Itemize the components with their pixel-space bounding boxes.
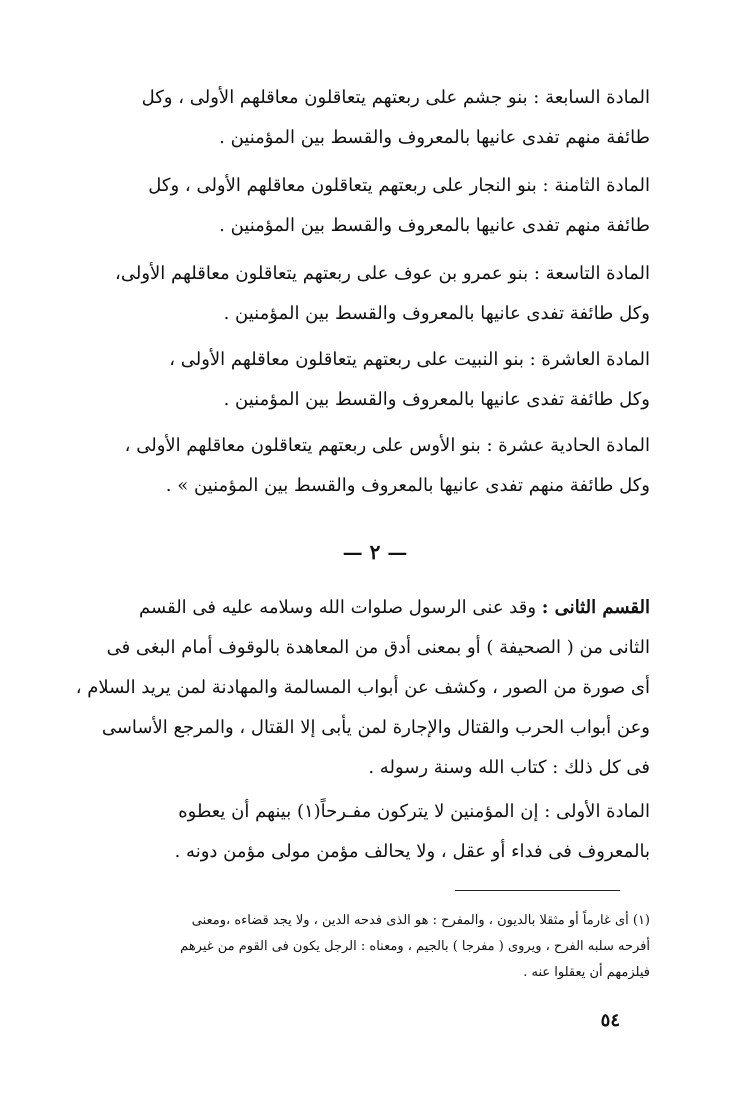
page-number: ٥٤ bbox=[600, 1010, 620, 1031]
article-11 bbox=[100, 426, 650, 506]
text-line: المادة الثامنة : بنو النجار على ربعتهم يتعاقلون معاقلهم الأولى ، وكل bbox=[148, 175, 650, 196]
text-line: طائفة منهم تفدى عانيها بالمعروف والقسط بين المؤمنين . bbox=[219, 127, 650, 148]
text-line: المادة العاشرة : بنو النبيت على ربعتهم يتعاقلون معاقلهم الأولى ، bbox=[169, 349, 650, 370]
text-line: وكل طائفة تفدى عانيها بالمعروف والقسط بين المؤمنين . bbox=[223, 389, 650, 410]
footnote-line: أفرحه سلبه الفرح ، ويروى ( مفرجا ) بالجيم ، ومعناه : الرجل يكون فى القوم من غيرهم bbox=[180, 939, 650, 954]
section-2-heading: القسم الثانى : bbox=[541, 597, 650, 618]
article-10 bbox=[100, 340, 650, 420]
footnote-divider bbox=[455, 890, 620, 891]
text-line: المادة السابعة : بنو جشم على ربعتهم يتعاقلون معاقلهم الأولى ، وكل bbox=[141, 87, 650, 108]
text-line: وكل طائفة تفدى عانيها بالمعروف والقسط بين المؤمنين . bbox=[223, 303, 650, 324]
text-line: وعن أبواب الحرب والقتال والإجارة لمن يأبى إلا القتال ، والمرجع الأساسى bbox=[101, 717, 650, 738]
article-1-heading: المادة الأولى : bbox=[544, 801, 650, 822]
article-9 bbox=[100, 254, 650, 334]
text-line: أى صورة من الصور ، وكشف عن أبواب المسالمة والمهادنة لمن يريد السلام ، bbox=[75, 677, 650, 698]
text-line: وقد عنى الرسول صلوات الله وسلامه عليه فى القسم bbox=[139, 597, 537, 618]
section-2 bbox=[75, 588, 650, 788]
text-line: المادة الحادية عشرة : بنو الأوس على ربعتهم يتعاقلون معاقلهم الأولى ، bbox=[124, 435, 650, 456]
text-line: إن المؤمنين لا يتركون مفـرحاً(١) بينهم أن يعطوه bbox=[178, 801, 539, 822]
text-line: فى كل ذلك : كتاب الله وسنة رسوله . bbox=[368, 757, 650, 778]
section-2-first-line bbox=[100, 588, 650, 628]
text-line: طائفة منهم تفدى عانيها بالمعروف والقسط بين المؤمنين . bbox=[219, 215, 650, 236]
text-line: وكل طائفة منهم تفدى عانيها بالمعروف والقسط بين المؤمنين » . bbox=[165, 475, 650, 496]
footnote-line: فيلزمهم أن يعقلوا عنه . bbox=[523, 965, 650, 980]
section-marker: — ٢ — bbox=[342, 540, 408, 564]
article-8 bbox=[100, 166, 650, 246]
article-1-first-line bbox=[100, 792, 650, 832]
article-1 bbox=[100, 792, 650, 872]
text-line: الثانى من ( الصحيفة ) أو بمعنى أدق من المعاهدة بالوقوف أمام البغى فى bbox=[106, 637, 650, 658]
text-line: بالمعروف فى فداء أو عقل ، ولا يحالف مؤمن مولى مؤمن دونه . bbox=[174, 841, 650, 862]
text-line: المادة التاسعة : بنو عمرو بن عوف على ربعتهم يتعاقلون معاقلهم الأولى، bbox=[115, 263, 650, 284]
article-7 bbox=[100, 78, 650, 158]
footnote-line: (١) أى غارماً أو مثقلا بالديون ، والمفرح : هو الذى فدحه الدين ، ولا يجد قضاءه ،ومعنى bbox=[191, 913, 650, 928]
footnote bbox=[100, 908, 650, 986]
